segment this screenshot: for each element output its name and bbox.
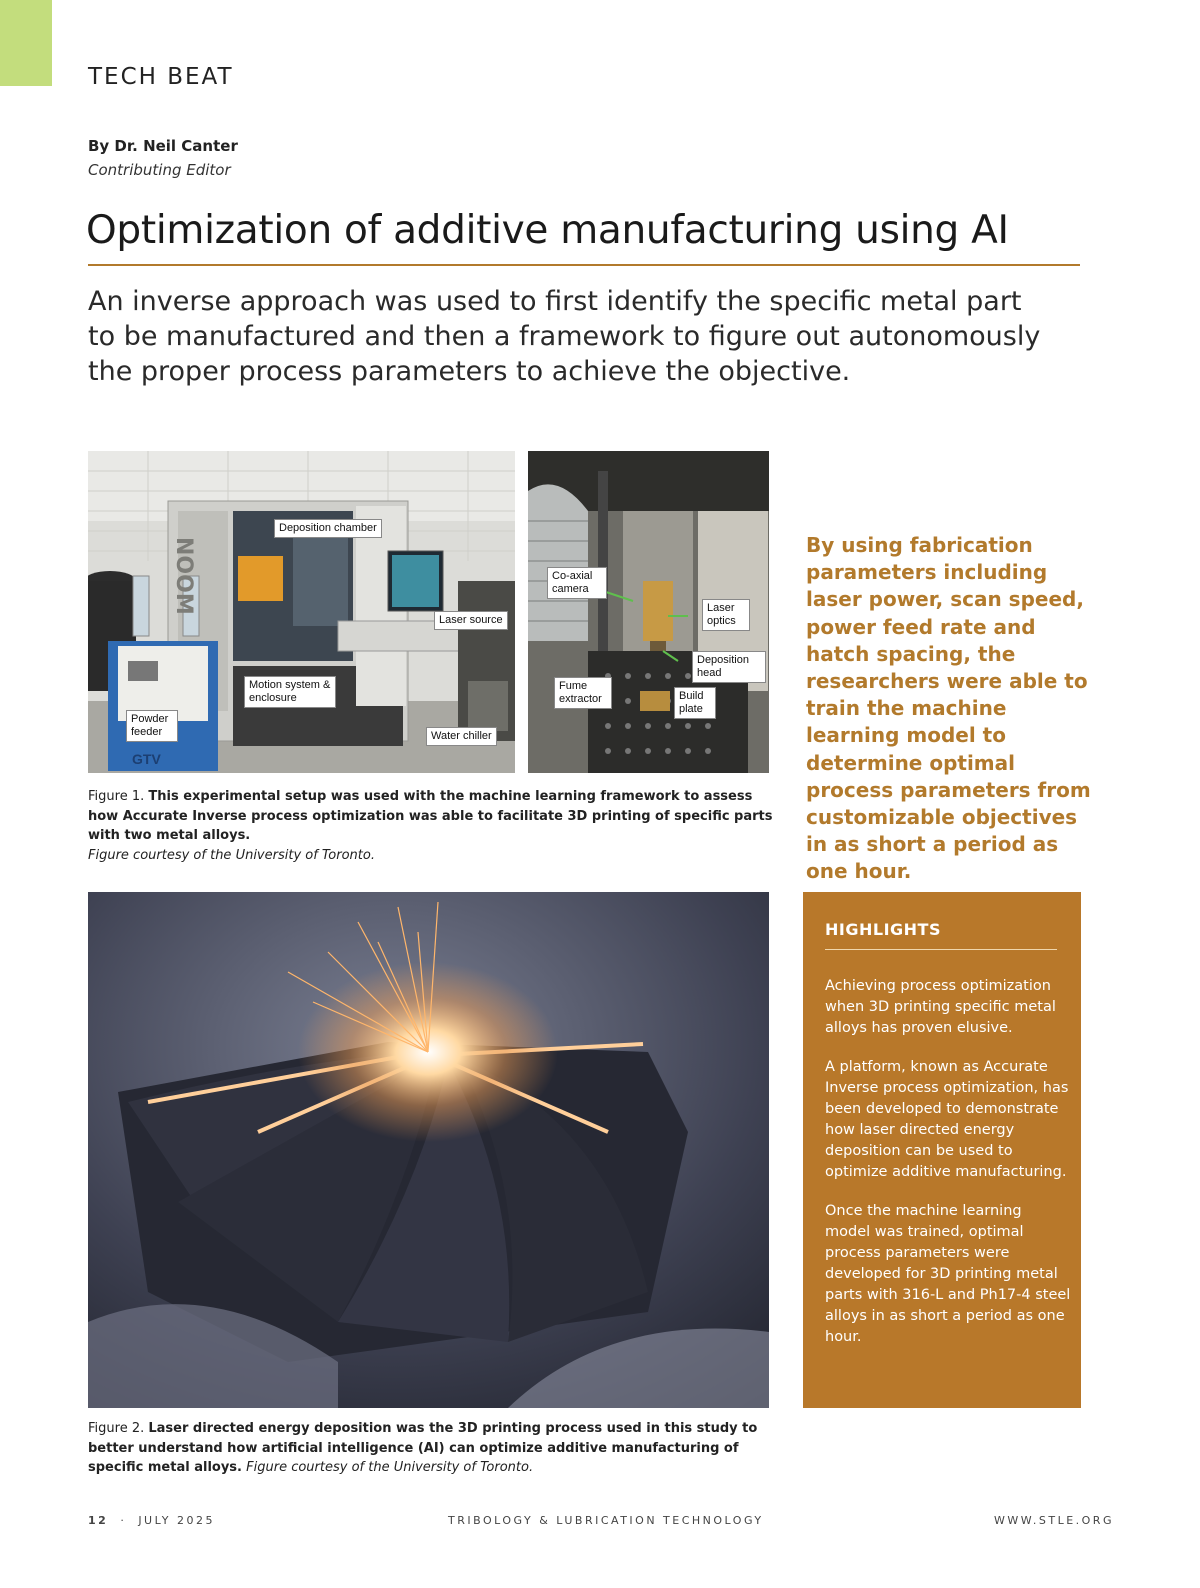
figure1-photo-setup [88, 451, 515, 773]
article-title: Optimization of additive manufacturing using AI [86, 208, 1009, 253]
highlights-item: Once the machine learning model was trained, optimal process parameters were developed for 3D printing metal parts with 316-L and Ph17-4 steel alloys in as short a period as one hour. [825, 1203, 1071, 1345]
label-laser-optics: Laser optics [702, 599, 750, 631]
label-laser-source: Laser source [434, 611, 508, 630]
highlights-item: Achieving process optimization when 3D printing specific metal alloys has proven elusive. [825, 978, 1056, 1036]
figure2-caption [88, 1419, 778, 1478]
label-powder-feeder: Powder feeder [126, 710, 178, 742]
figure1-caption-credit: Figure courtesy of the University of Toronto. [88, 847, 375, 863]
highlights-box [803, 892, 1081, 1408]
pull-quote: By using fabrication parameters including laser power, scan speed, power feed rate and hatch spacing, the researchers were able to train the machine learning model to determine optimal process parameters from customizable objectives in as short a period as one hour. [806, 533, 1091, 884]
footer-publication: TRIBOLOGY & LUBRICATION TECHNOLOGY [448, 1514, 764, 1527]
figure1-caption-prefix: Figure 1. [88, 789, 145, 804]
label-fume-extractor: Fume extractor [554, 677, 612, 709]
figure2-photo [88, 892, 769, 1408]
label-coaxial-camera: Co-axial camera [547, 567, 607, 599]
gtv-logo: GTV [132, 751, 161, 767]
article-deck: An inverse approach was used to first identify the specific metal part to be manufactured and then a framework to figure out autonomously the proper process parameters to achieve the objective. [88, 286, 1041, 387]
label-motion-system: Motion system & enclosure [244, 676, 336, 708]
figure2-caption-body: Laser directed energy deposition was the 3D printing process used in this study to better understand how artificial intelligence (AI) can optimize additive manufacturing of specific metal alloys. [88, 1421, 758, 1475]
footer-date: JULY 2025 [138, 1514, 215, 1527]
machine-brand-mark: NOOM [171, 537, 196, 615]
highlights-divider [825, 949, 1057, 950]
footer-page-number: 12 [88, 1514, 109, 1527]
figure2-caption-prefix: Figure 2. [88, 1421, 145, 1436]
highlights-list [825, 976, 1071, 1366]
title-divider [88, 264, 1080, 266]
figure2-caption-credit: Figure courtesy of the University of Toronto. [246, 1460, 534, 1475]
footer-left [88, 1514, 215, 1527]
label-deposition-head: Deposition head [692, 651, 766, 683]
figure1-photo-head [528, 451, 769, 773]
label-deposition-chamber: Deposition chamber [274, 519, 382, 538]
section-label: TECH BEAT [88, 64, 234, 90]
figure1-caption-body: This experimental setup was used with the machine learning framework to assess how Accurate Inverse process optimization was able to facilitate 3D printing of specific parts with two metal alloys. [88, 789, 773, 843]
highlights-item: A platform, known as Accurate Inverse process optimization, has been developed to demonstrate how laser directed energy deposition can be used to optimize additive manufacturing. [825, 1059, 1069, 1180]
footer-separator: · [120, 1514, 127, 1527]
footer-website: WWW.STLE.ORG [994, 1514, 1114, 1527]
figure1-caption [88, 787, 778, 865]
section-color-tab [0, 0, 52, 86]
highlights-title: HIGHLIGHTS [825, 920, 941, 939]
author-role: Contributing Editor [88, 161, 231, 179]
label-water-chiller: Water chiller [426, 727, 497, 746]
label-build-plate: Build plate [674, 687, 716, 719]
author-byline: By Dr. Neil Canter [88, 137, 238, 155]
laser-deposition-illustration [88, 892, 769, 1408]
